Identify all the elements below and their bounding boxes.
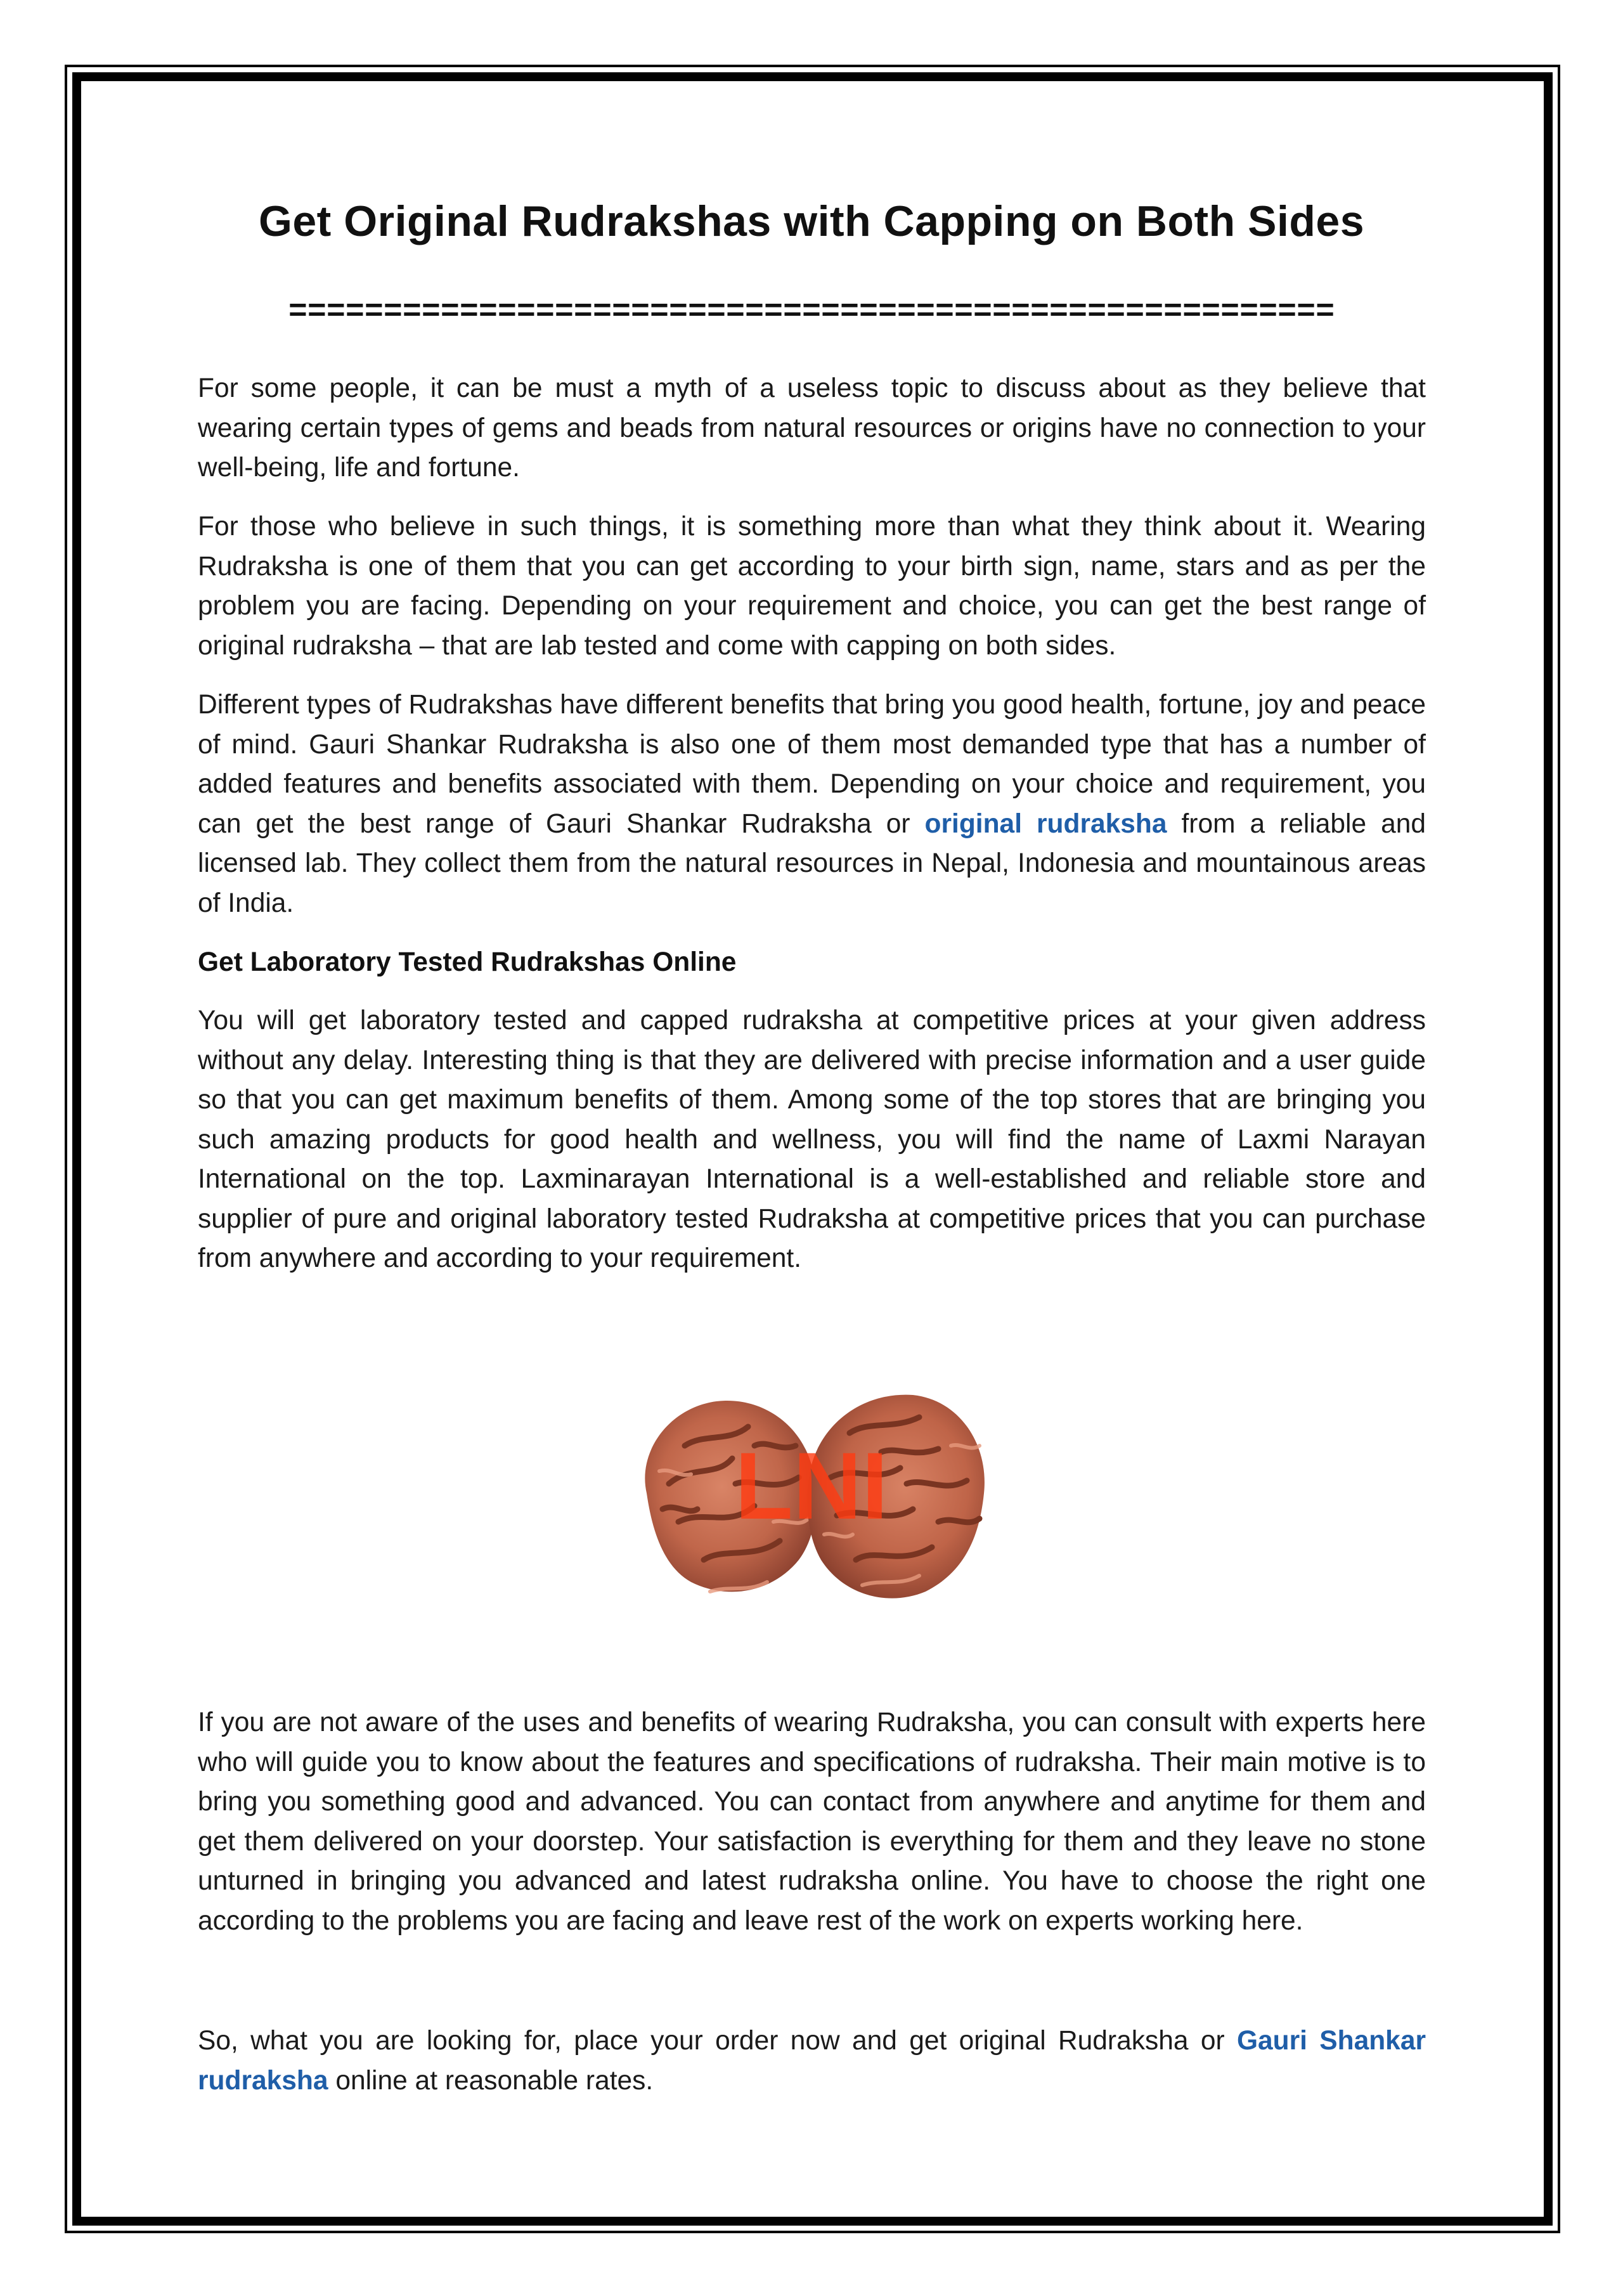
rudraksha-product-image xyxy=(609,1357,1014,1623)
paragraph-types xyxy=(198,685,1426,923)
paragraph-laboratory: You will get laboratory tested and capped rudraksha at competitive prices at your given address without any delay. Interesting thing is that they are delivered with precise information and a user guide so that you can get maximum benefits of them. Among some of the top stores that are bringing you such amazing products for good health and wellness, you will find the name of Laxmi Narayan International on the top. Laxminarayan International is a well-established and reliable store and supplier of pure and original laboratory tested Rudraksha at competitive prices that you can purchase from anywhere and according to your requirement. xyxy=(198,1006,1426,1273)
paragraph-intro: For some people, it can be must a myth of a useless topic to discuss about as they believe that wearing certain types of gems and beads from natural resources or origins have no connection to your well-being, life and fortune. xyxy=(198,373,1426,483)
title-divider: ======================================================= xyxy=(288,297,1335,328)
document-title: Get Original Rudrakshas with Capping on Both Sides xyxy=(258,197,1365,245)
paragraph-experts: If you are not aware of the uses and benefits of wearing Rudraksha, you can consult with experts here who will guide you to know about the features and specifications of rudraksha. Their main motive is to bring you something good and advanced. You can contact from anywhere and anytime for them and get them delivered on your doorstep. Your satisfaction is everything for them and they leave no stone unturned in bringing you advanced and latest rudraksha online. You have to choose the right one according to the problems you are facing and leave rest of the work on experts working here. xyxy=(198,1708,1426,1936)
image-watermark: LNI xyxy=(735,1432,888,1539)
paragraph-believers: For those who believe in such things, it is something more than what they think about it. Wearing Rudraksha is one of them that you can get according to your birth sign, name, stars and as per the problem you are facing. Depending on your requirement and choice, you can get the best range of original rudraksha – that are lab tested and come with capping on both sides. xyxy=(198,512,1426,661)
paragraph-types-text-1: Different types of Rudrakshas have different benefits that bring you good health, fortune, joy and peace of mind. Gauri Shankar Rudraksha is also one of them most demanded type that has a number of added features and benefits associated with them. Depending on your choice and requirement, you can get the best range of Gauri Shankar Rudraksha or xyxy=(198,690,1426,839)
paragraph-types-text-2: from a reliable and licensed lab. They collect them from the natural resources in Nepal, Indonesia and mountainous areas of India. xyxy=(198,808,1426,918)
original-rudraksha-link[interactable]: original rudraksha xyxy=(924,808,1167,839)
gauri-shankar-rudraksha-icon xyxy=(609,1357,1014,1623)
section-heading: Get Laboratory Tested Rudrakshas Online xyxy=(198,947,737,977)
paragraph-closing-text-2: online at reasonable rates. xyxy=(328,2065,654,2096)
gauri-shankar-rudraksha-link[interactable]: Gauri Shankar rudraksha xyxy=(198,2026,1426,2096)
paragraph-closing-text-1: So, what you are looking for, place your order now and get original Rudraksha or xyxy=(198,2026,1237,2056)
paragraph-closing xyxy=(198,2021,1426,2101)
